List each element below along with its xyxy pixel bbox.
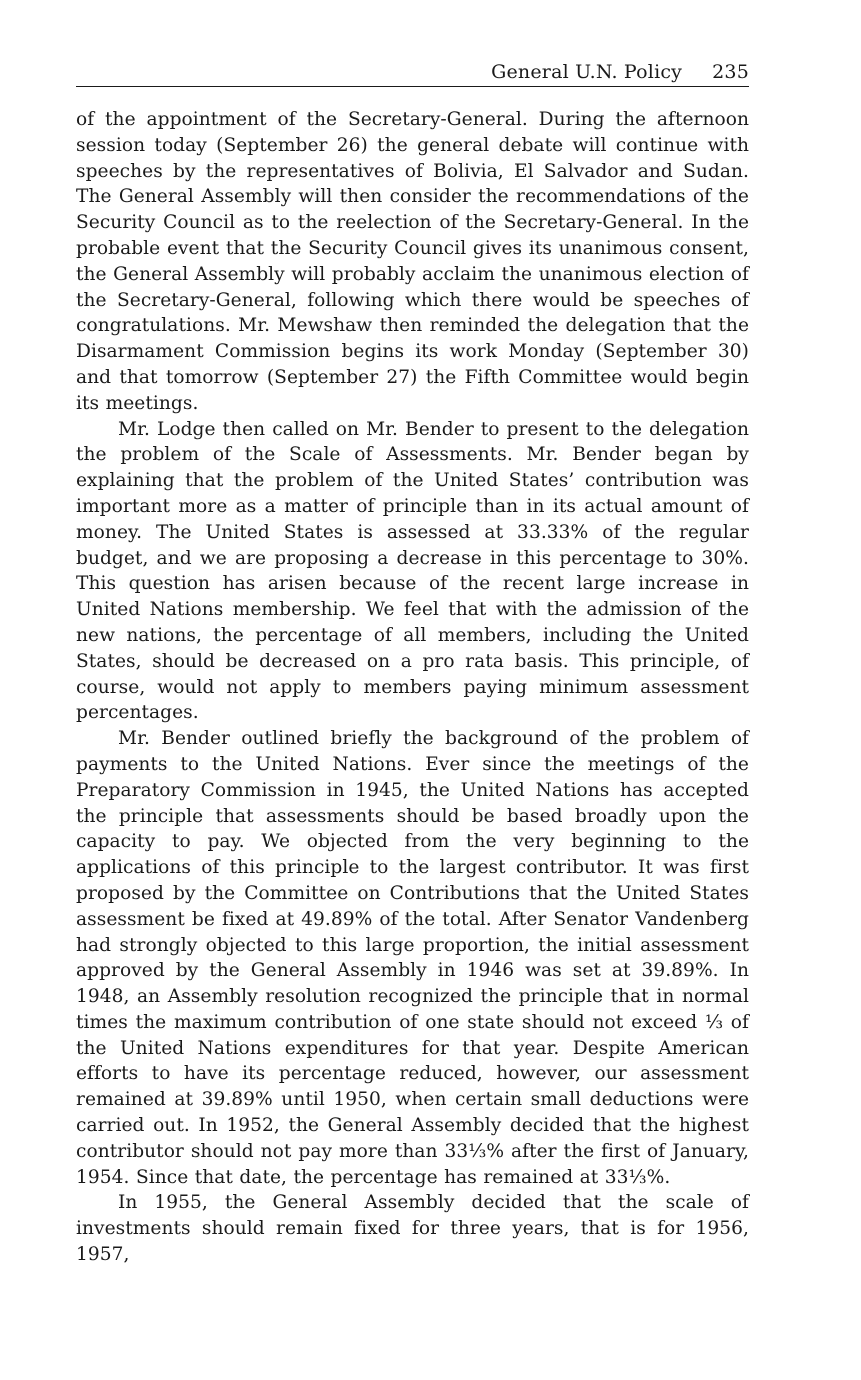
- paragraph: Mr. Lodge then called on Mr. Bender to present to the delegation the problem of the Scale of Assessments. Mr. Bender began by explaining that the problem of the United States’ contribution was important more as a matter of principle than in its actual amount of money. The United States is assessed at 33.33% of the regular budget, and we are proposing a decrease in this percentage to 30%. This question has arisen because of the recent large increase in United Nations membership. We feel that with the admission of the new nations, the percentage of all members, including the United States, should be decreased on a pro rata basis. This principle, of course, would not apply to members paying minimum assessment percentages.: [76, 418, 749, 724]
- document-page: [76, 60, 749, 1268]
- page-number: 235: [712, 61, 749, 83]
- running-header: [76, 60, 749, 87]
- paragraph: In 1955, the General Assembly decided that the scale of investments should remain fixed for three years, that is for 1956, 1957,: [76, 1192, 749, 1266]
- paragraph: of the appointment of the Secretary-General. During the afternoon session today (September 26) the general debate will continue with speeches by the representatives of Bolivia, El Salvador and Sudan. The General Assembly will then consider the recommendations of the Security Council as to the reelection of the Secretary-General. In the probable event that the Security Council gives its unanimous consent, the General Assembly will probably acclaim the unanimous election of the Secretary-General, following which there would be speeches of congratulations. Mr. Mewshaw then reminded the delegation that the Disarmament Commission begins its work Monday (September 30) and that tomorrow (September 27) the Fifth Committee would begin its meetings.: [76, 109, 749, 414]
- body-text: [76, 107, 749, 1268]
- running-header-title: General U.N. Policy: [491, 61, 683, 83]
- paragraph: Mr. Bender outlined briefly the background of the problem of payments to the United Nations. Ever since the meetings of the Preparatory Commission in 1945, the United Nations has accepted the principle that assessments should be based broadly upon the capacity to pay. We objected from the very beginning to the applications of this principle to the largest contributor. It was first proposed by the Committee on Contributions that the United States assessment be fixed at 49.89% of the total. After Senator Vandenberg had strongly objected to this large proportion, the initial assessment approved by the General Assembly in 1946 was set at 39.89%. In 1948, an Assembly resolution recognized the principle that in normal times the maximum contribution of one state should not exceed ⅓ of the United Nations expenditures for that year. Despite American efforts to have its percentage reduced, however, our assessment remained at 39.89% until 1950, when certain small deductions were carried out. In 1952, the General Assembly decided that the highest contributor should not pay more than 33⅓% after the first of January, 1954. Since that date, the percentage has remained at 33⅓%.: [76, 728, 749, 1188]
